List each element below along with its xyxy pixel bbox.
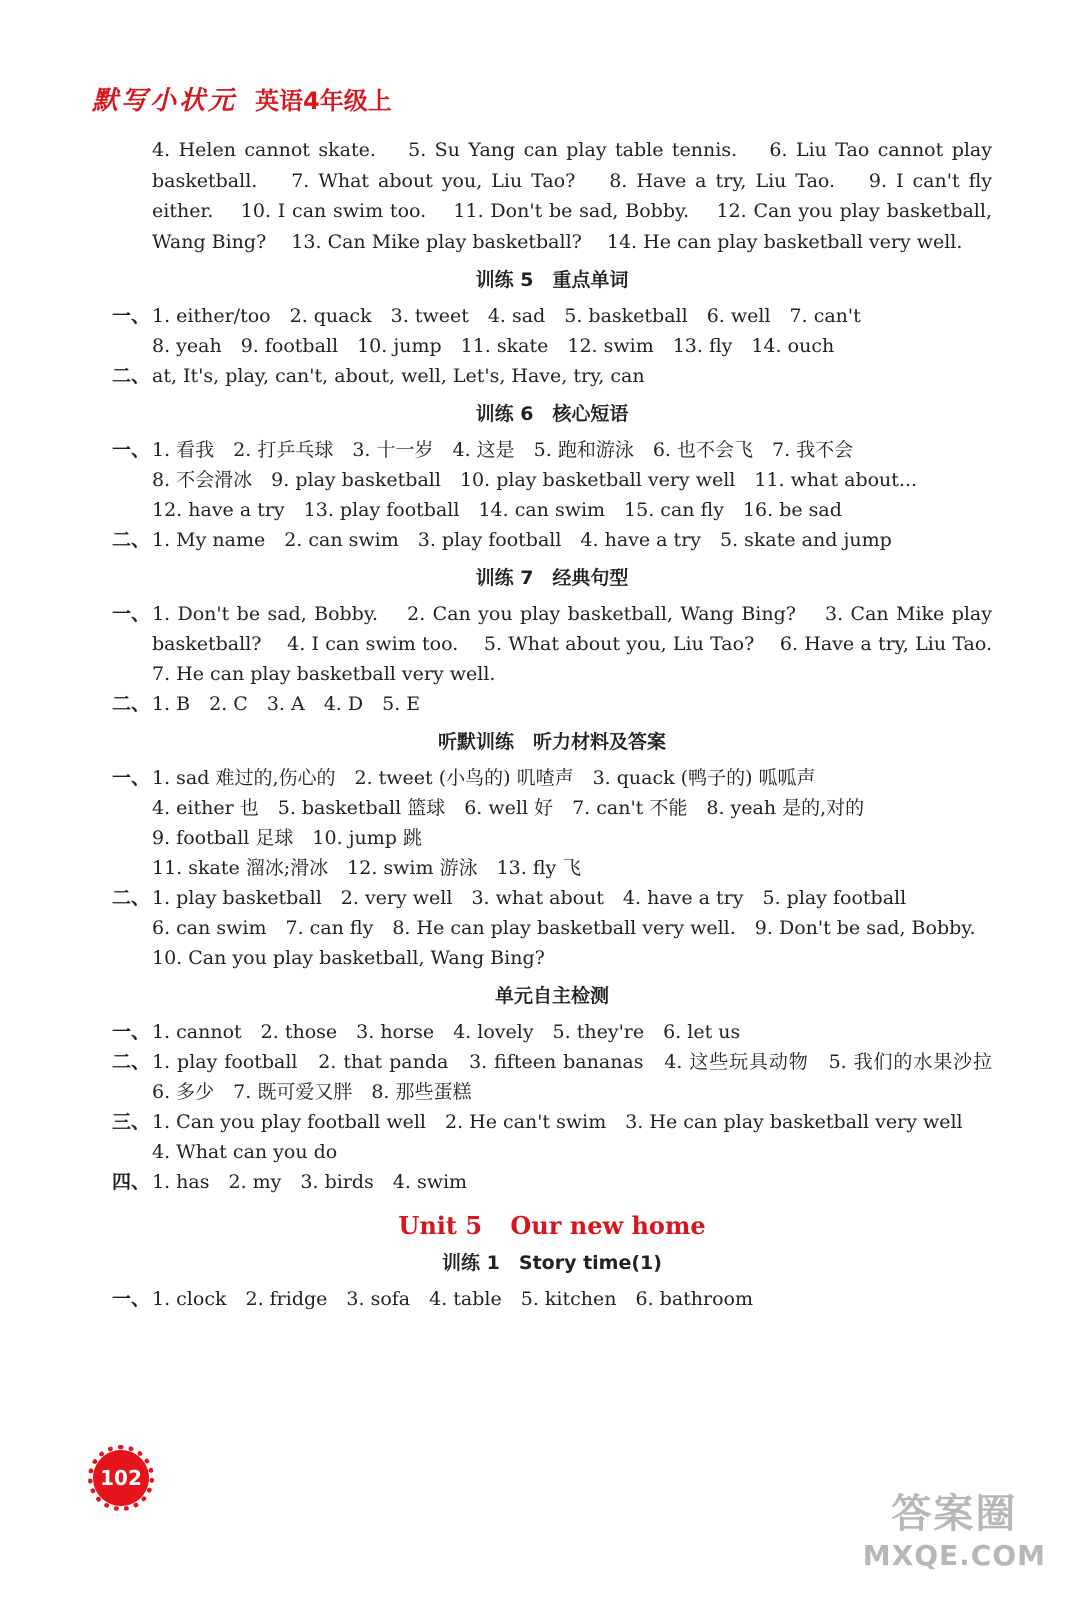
row-text: 1. either/too 2. quack 3. tweet 4. sad 5. basketball 6. well 7. can't [152, 305, 861, 327]
answer-row [112, 361, 992, 391]
answer-row [112, 1017, 992, 1047]
row-text: at, It's, play, can't, about, well, Let's, Have, try, can [152, 365, 645, 387]
answer-row [112, 689, 992, 719]
row-label: 一、 [112, 439, 151, 461]
row-continuation: 9. football 足球 10. jump 跳 [152, 827, 422, 849]
book-subtitle: 英语4年级上 [255, 87, 392, 115]
watermark-logo [863, 1482, 1046, 1572]
section-title-listening: 听默训练 听力材料及答案 [437, 731, 666, 753]
top-paragraph: 4. Helen cannot skate. 5. Su Yang can play table tennis. 6. Liu Tao cannot play basketball. 7. What about you, Liu Tao? 8. Have a try, Liu Tao. 9. I can't fly either. 10. I can swim too. 11. Don't be sad, Bobby. 12. Can you play basketball, Wang Bing? 13. Can Mike play basketball? 14. He can play basketball very well. [152, 139, 992, 253]
row-label: 二、 [112, 1051, 151, 1073]
row-label: 二、 [112, 529, 151, 551]
row-label: 一、 [112, 1288, 151, 1310]
section-title-7: 训练 7 经典句型 [475, 567, 629, 589]
row-continuation: 4. What can you do [152, 1141, 338, 1163]
row-text: 1. play basketball 2. very well 3. what about 4. have a try 5. play football [152, 887, 907, 909]
row-text: 1. B 2. C 3. A 4. D 5. E [152, 693, 421, 715]
answer-row [112, 435, 992, 465]
section-title-story-time: 训练 1 Story time(1) [442, 1252, 662, 1274]
unit-label: Unit 5 [398, 1211, 483, 1240]
page-number-badge: 102 [93, 1450, 149, 1506]
row-text: 1. sad 难过的,伤心的 2. tweet (小鸟的) 叽喳声 3. quack (鸭子的) 呱呱声 [152, 767, 816, 789]
row-label: 一、 [112, 305, 151, 327]
answer-row [112, 763, 992, 793]
row-text: 1. 看我 2. 打乒乓球 3. 十一岁 4. 这是 5. 跑和游泳 6. 也不会飞 7. 我不会 [152, 439, 854, 461]
row-text: 1. cannot 2. those 3. horse 4. lovely 5. they're 6. let us [152, 1021, 741, 1043]
row-text: 1. play football 2. that panda 3. fifteen bananas 4. 这些玩具动物 5. 我们的水果沙拉 6. 多少 7. 既可爱又胖 8. 那些蛋糕 [152, 1051, 1012, 1103]
section-title-unit-check: 单元自主检测 [494, 985, 609, 1007]
answer-row [112, 1047, 1012, 1107]
answer-row [112, 1167, 992, 1197]
row-label: 四、 [112, 1171, 151, 1193]
row-continuation: 8. 不会滑冰 9. play basketball 10. play basketball very well 11. what about... [152, 469, 918, 491]
watermark-text: 答案圈 [891, 1491, 1018, 1537]
answer-row [112, 599, 1018, 689]
answer-row [112, 525, 992, 555]
row-continuation: 10. Can you play basketball, Wang Bing? [152, 947, 545, 969]
row-label: 二、 [112, 693, 151, 715]
row-continuation: 4. either 也 5. basketball 篮球 6. well 好 7. can't 不能 8. yeah 是的,对的 [152, 797, 865, 819]
row-label: 三、 [112, 1111, 151, 1133]
row-label: 一、 [112, 767, 151, 789]
answer-row [112, 1284, 992, 1314]
row-label: 一、 [112, 1021, 151, 1043]
row-continuation: 12. have a try 13. play football 14. can swim 15. can fly 16. be sad [152, 499, 842, 521]
row-text: 1. Can you play football well 2. He can't swim 3. He can play basketball very well [152, 1111, 963, 1133]
unit-heading [112, 1211, 992, 1240]
row-continuation: 6. can swim 7. can fly 8. He can play basketball very well. 9. Don't be sad, Bobby. [152, 917, 976, 939]
row-continuation: 11. skate 溜冰;滑冰 12. swim 游泳 13. fly 飞 [152, 857, 582, 879]
section-title-6: 训练 6 核心短语 [475, 403, 629, 425]
answer-row [112, 301, 992, 331]
answer-row [112, 1107, 992, 1137]
row-label: 二、 [112, 365, 151, 387]
answer-row [112, 883, 992, 913]
unit-title: Our new home [510, 1211, 706, 1240]
page-header [92, 80, 392, 117]
row-text: 1. clock 2. fridge 3. sofa 4. table 5. kitchen 6. bathroom [152, 1288, 753, 1310]
row-label: 二、 [112, 887, 151, 909]
row-text: 1. has 2. my 3. birds 4. swim [152, 1171, 468, 1193]
watermark-url: MXQE.COM [862, 1539, 1046, 1572]
book-brand: 默写小状元 [92, 86, 238, 116]
row-text: 1. Don't be sad, Bobby. 2. Can you play basketball, Wang Bing? 3. Can Mike play basketball? 4. I can swim too. 5. What about you, Liu Tao? 6. Have a try, Liu Tao. 7. He can play basketball very well. [152, 603, 1018, 685]
row-continuation: 8. yeah 9. football 10. jump 11. skate 12. swim 13. fly 14. ouch [152, 335, 835, 357]
section-title-5: 训练 5 重点单词 [475, 269, 629, 291]
answer-content [112, 135, 1018, 1314]
row-text: 1. My name 2. can swim 3. play football 4. have a try 5. skate and jump [152, 529, 892, 551]
row-label: 一、 [112, 603, 151, 625]
